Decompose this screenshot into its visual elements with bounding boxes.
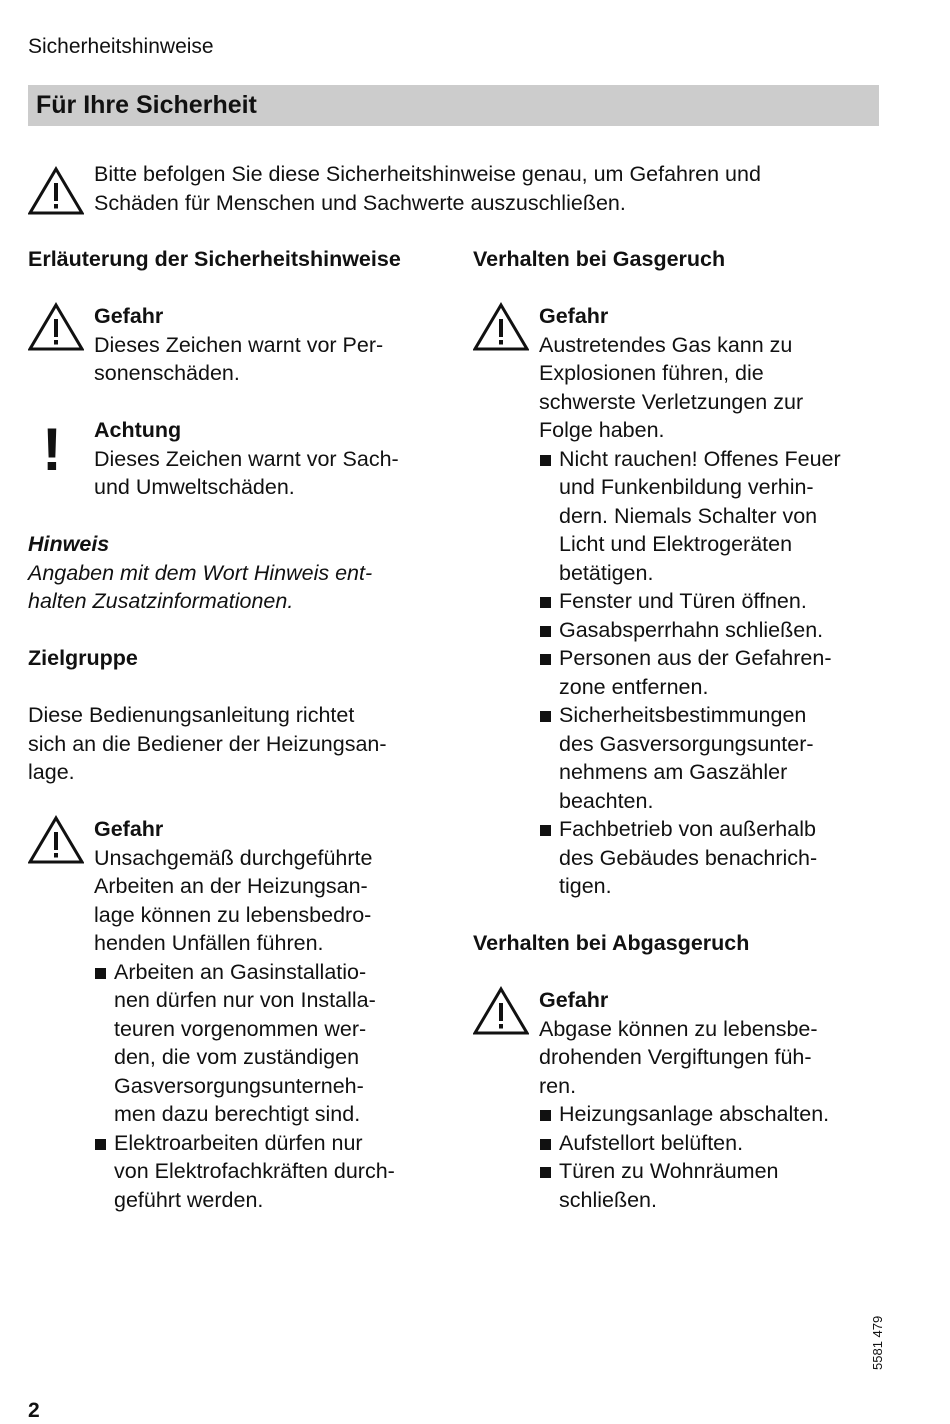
bullet-line: des Gebäudes benachrich- xyxy=(559,845,818,870)
bullet-item xyxy=(94,958,448,1129)
bullet-line: geführt werden. xyxy=(114,1187,264,1212)
notice-title: Achtung xyxy=(94,418,182,442)
bullet-square-icon xyxy=(540,1167,551,1178)
intro-line: Schäden für Menschen und Sachwerte auszuschließen. xyxy=(94,190,626,215)
section-heading-gas-smell: Verhalten bei Gasgeruch xyxy=(473,247,726,271)
notice-line: Austretendes Gas kann zu xyxy=(539,332,793,357)
bullet-line: Personen aus der Gefahren- xyxy=(559,646,832,670)
notice-line: lage können zu lebensbedro- xyxy=(94,902,372,927)
bullet-square-icon xyxy=(540,1139,551,1150)
right-column xyxy=(473,245,893,1214)
bullet-square-icon xyxy=(540,626,551,637)
section-heading-flue-gas-smell: Verhalten bei Abgasgeruch xyxy=(473,931,750,955)
bullet-item xyxy=(539,587,893,616)
danger-notice xyxy=(28,302,448,388)
bullet-line: Heizungsanlage abschalten. xyxy=(559,1102,830,1126)
warning-triangle-icon xyxy=(28,302,84,352)
bullet-item xyxy=(539,815,893,901)
bullet-line: Aufstellort belüften. xyxy=(559,1130,744,1155)
bullet-line: Fenster und Türen öffnen. xyxy=(559,589,807,613)
notice-line: Arbeiten an der Heizungsan- xyxy=(94,874,368,898)
bullet-item xyxy=(539,445,893,588)
notice-line: henden Unfällen führen. xyxy=(94,931,324,955)
left-column xyxy=(28,245,448,1214)
hint-line: halten Zusatzinformationen. xyxy=(28,589,294,613)
bullet-line: dern. Niemals Schalter von xyxy=(559,503,818,528)
bullet-line: Sicherheitsbestimmungen xyxy=(559,703,807,727)
notice-line: Explosionen führen, die xyxy=(539,361,764,385)
page-number: 2 xyxy=(28,1399,40,1422)
bullet-square-icon xyxy=(540,455,551,466)
document-code: 5581 479 xyxy=(870,1315,885,1370)
bullet-line: men dazu berechtigt sind. xyxy=(114,1102,361,1126)
target-group-text xyxy=(28,701,448,787)
notice-line: Unsachgemäß durchgeführte xyxy=(94,845,373,870)
warning-triangle-icon xyxy=(473,986,529,1036)
bullet-square-icon xyxy=(95,1139,106,1150)
hint-line: Angaben mit dem Wort Hinweis ent- xyxy=(28,560,373,585)
title-bar xyxy=(28,85,879,126)
danger-notice xyxy=(473,986,893,1214)
danger-notice xyxy=(473,302,893,901)
notice-line: drohenden Vergiftungen füh- xyxy=(539,1045,812,1069)
hint-title: Hinweis xyxy=(28,532,110,556)
warning-triangle-icon xyxy=(28,166,84,216)
hint-block xyxy=(28,530,448,616)
bullet-line: Arbeiten an Gasinstallatio- xyxy=(114,959,367,984)
bullet-item xyxy=(539,1157,893,1214)
section-heading-explanation: Erläuterung der Sicherheitshinweise xyxy=(28,247,401,271)
text-line: sich an die Bediener der Heizungsan- xyxy=(28,731,387,756)
bullet-line: schließen. xyxy=(559,1187,657,1212)
notice-title: Gefahr xyxy=(94,304,164,328)
notice-title: Gefahr xyxy=(539,304,609,328)
notice-line: Abgase können zu lebensbe- xyxy=(539,1016,818,1041)
bullet-square-icon xyxy=(540,825,551,836)
running-head: Sicherheitshinweise xyxy=(28,35,214,58)
notice-line: schwerste Verletzungen zur xyxy=(539,389,804,414)
bullet-line: Fachbetrieb von außerhalb xyxy=(559,817,816,841)
danger-notice xyxy=(28,815,448,1214)
notice-title: Gefahr xyxy=(94,817,164,841)
bullet-line: und Funkenbildung verhin- xyxy=(559,475,814,499)
text-line: Diese Bedienungsanleitung richtet xyxy=(28,703,355,727)
bullet-item xyxy=(539,616,893,645)
bullet-line: Gasversorgungsunterneh- xyxy=(114,1073,364,1098)
bullet-line: den, die vom zuständigen xyxy=(114,1045,360,1069)
caution-notice xyxy=(28,416,448,502)
bullet-line: Gasabsperrhahn schließen. xyxy=(559,617,824,642)
bullet-item xyxy=(539,644,893,701)
warning-triangle-icon xyxy=(473,302,529,352)
bullet-line: Nicht rauchen! Offenes Feuer xyxy=(559,446,841,471)
exclamation-icon: ! xyxy=(42,416,62,483)
warning-triangle-icon xyxy=(28,815,84,865)
bullet-square-icon xyxy=(540,1110,551,1121)
bullet-line: betätigen. xyxy=(559,560,654,585)
bullet-line: Türen zu Wohnräumen xyxy=(559,1159,779,1183)
bullet-item xyxy=(94,1129,448,1215)
bullet-line: nen dürfen nur von Installa- xyxy=(114,988,376,1012)
intro-line: Bitte befolgen Sie diese Sicherheitshinweise genau, um Gefahren und xyxy=(94,162,761,186)
intro-text xyxy=(94,160,884,217)
bullet-item xyxy=(539,701,893,815)
bullet-line: Elektroarbeiten dürfen nur xyxy=(114,1130,363,1155)
bullet-square-icon xyxy=(95,968,106,979)
notice-title: Gefahr xyxy=(539,988,609,1012)
notice-line: Folge haben. xyxy=(539,418,665,442)
bullet-line: teuren vorgenommen wer- xyxy=(114,1016,367,1041)
bullet-line: nehmens am Gaszähler xyxy=(559,760,788,784)
bullet-line: tigen. xyxy=(559,874,612,898)
bullet-line: Licht und Elektrogeräten xyxy=(559,532,793,556)
bullet-line: von Elektrofachkräften durch- xyxy=(114,1159,395,1183)
bullet-square-icon xyxy=(540,654,551,665)
bullet-line: zone entfernen. xyxy=(559,674,709,699)
section-heading-target-group: Zielgruppe xyxy=(28,646,138,670)
notice-line: und Umweltschäden. xyxy=(94,475,295,499)
bullet-line: des Gasversorgungsunter- xyxy=(559,731,814,756)
notice-line: Dieses Zeichen warnt vor Sach- xyxy=(94,446,399,471)
text-line: lage. xyxy=(28,760,75,784)
bullet-item xyxy=(539,1100,893,1129)
notice-line: ren. xyxy=(539,1073,577,1098)
notice-line: sonenschäden. xyxy=(94,361,240,385)
bullet-square-icon xyxy=(540,597,551,608)
bullet-square-icon xyxy=(540,711,551,722)
bullet-item xyxy=(539,1129,893,1158)
notice-line: Dieses Zeichen warnt vor Per- xyxy=(94,332,384,357)
bullet-line: beachten. xyxy=(559,788,654,813)
page-title: Für Ihre Sicherheit xyxy=(36,91,257,119)
